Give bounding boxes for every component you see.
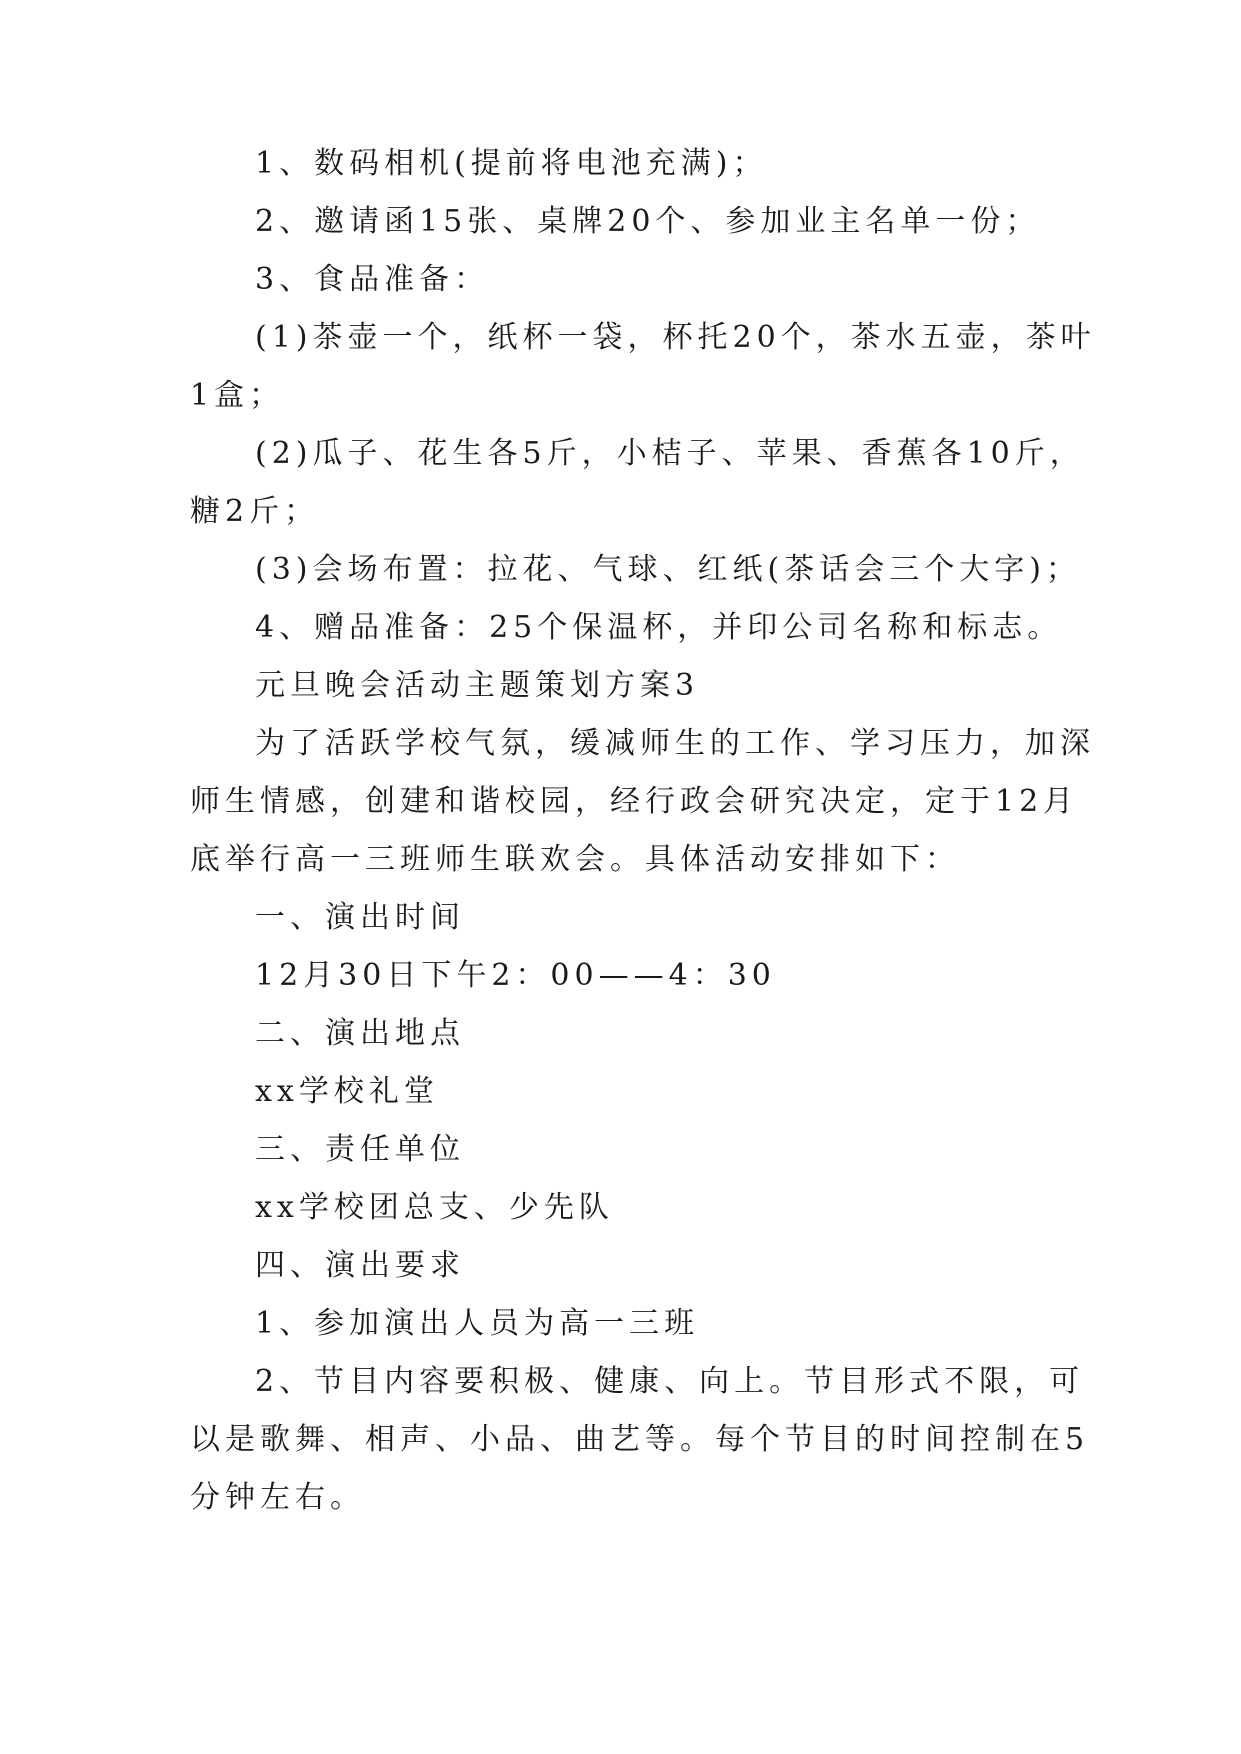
text-line: 2、邀请函15张、桌牌20个、参加业主名单一份； bbox=[255, 204, 1041, 239]
text-line: xx学校礼堂 bbox=[255, 1074, 439, 1109]
text-line: 1盒； bbox=[190, 378, 285, 413]
text-line: 1、参加演出人员为高一三班 bbox=[255, 1306, 700, 1341]
section-heading: 三、责任单位 bbox=[255, 1132, 465, 1167]
section-heading: 二、演出地点 bbox=[255, 1016, 465, 1051]
text-line: 底举行高一三班师生联欢会。具体活动安排如下： bbox=[190, 842, 960, 877]
text-line: 12月30日下午2：00——4：30 bbox=[255, 958, 776, 993]
text-line: 师生情感，创建和谐校园，经行政会研究决定，定于12月 bbox=[190, 784, 1079, 819]
text-line: 1、数码相机(提前将电池充满)； bbox=[255, 146, 768, 181]
text-line: (2)瓜子、花生各5斤，小桔子、苹果、香蕉各10斤， bbox=[255, 436, 1085, 471]
section-title: 元旦晚会活动主题策划方案3 bbox=[255, 668, 700, 703]
section-heading: 一、演出时间 bbox=[255, 900, 465, 935]
text-line: 糖2斤； bbox=[190, 494, 320, 529]
text-line: 分钟左右。 bbox=[190, 1480, 365, 1515]
text-line: 4、赠品准备：25个保温杯，并印公司名称和标志。 bbox=[255, 610, 1063, 645]
text-line: (3)会场布置：拉花、气球、红纸(茶话会三个大字)； bbox=[255, 552, 1081, 587]
text-line: 为了活跃学校气氛，缓减师生的工作、学习压力，加深 bbox=[255, 726, 1095, 761]
text-line: 2、节目内容要积极、健康、向上。节目形式不限，可 bbox=[255, 1364, 1085, 1399]
text-line: 以是歌舞、相声、小品、曲艺等。每个节目的时间控制在5 bbox=[190, 1422, 1090, 1457]
text-line: (1)茶壶一个，纸杯一袋，杯托20个，茶水五壶，茶叶 bbox=[255, 320, 1096, 355]
section-heading: 四、演出要求 bbox=[255, 1248, 465, 1283]
text-line: xx学校团总支、少先队 bbox=[255, 1190, 614, 1225]
text-line: 3、食品准备： bbox=[255, 262, 490, 297]
